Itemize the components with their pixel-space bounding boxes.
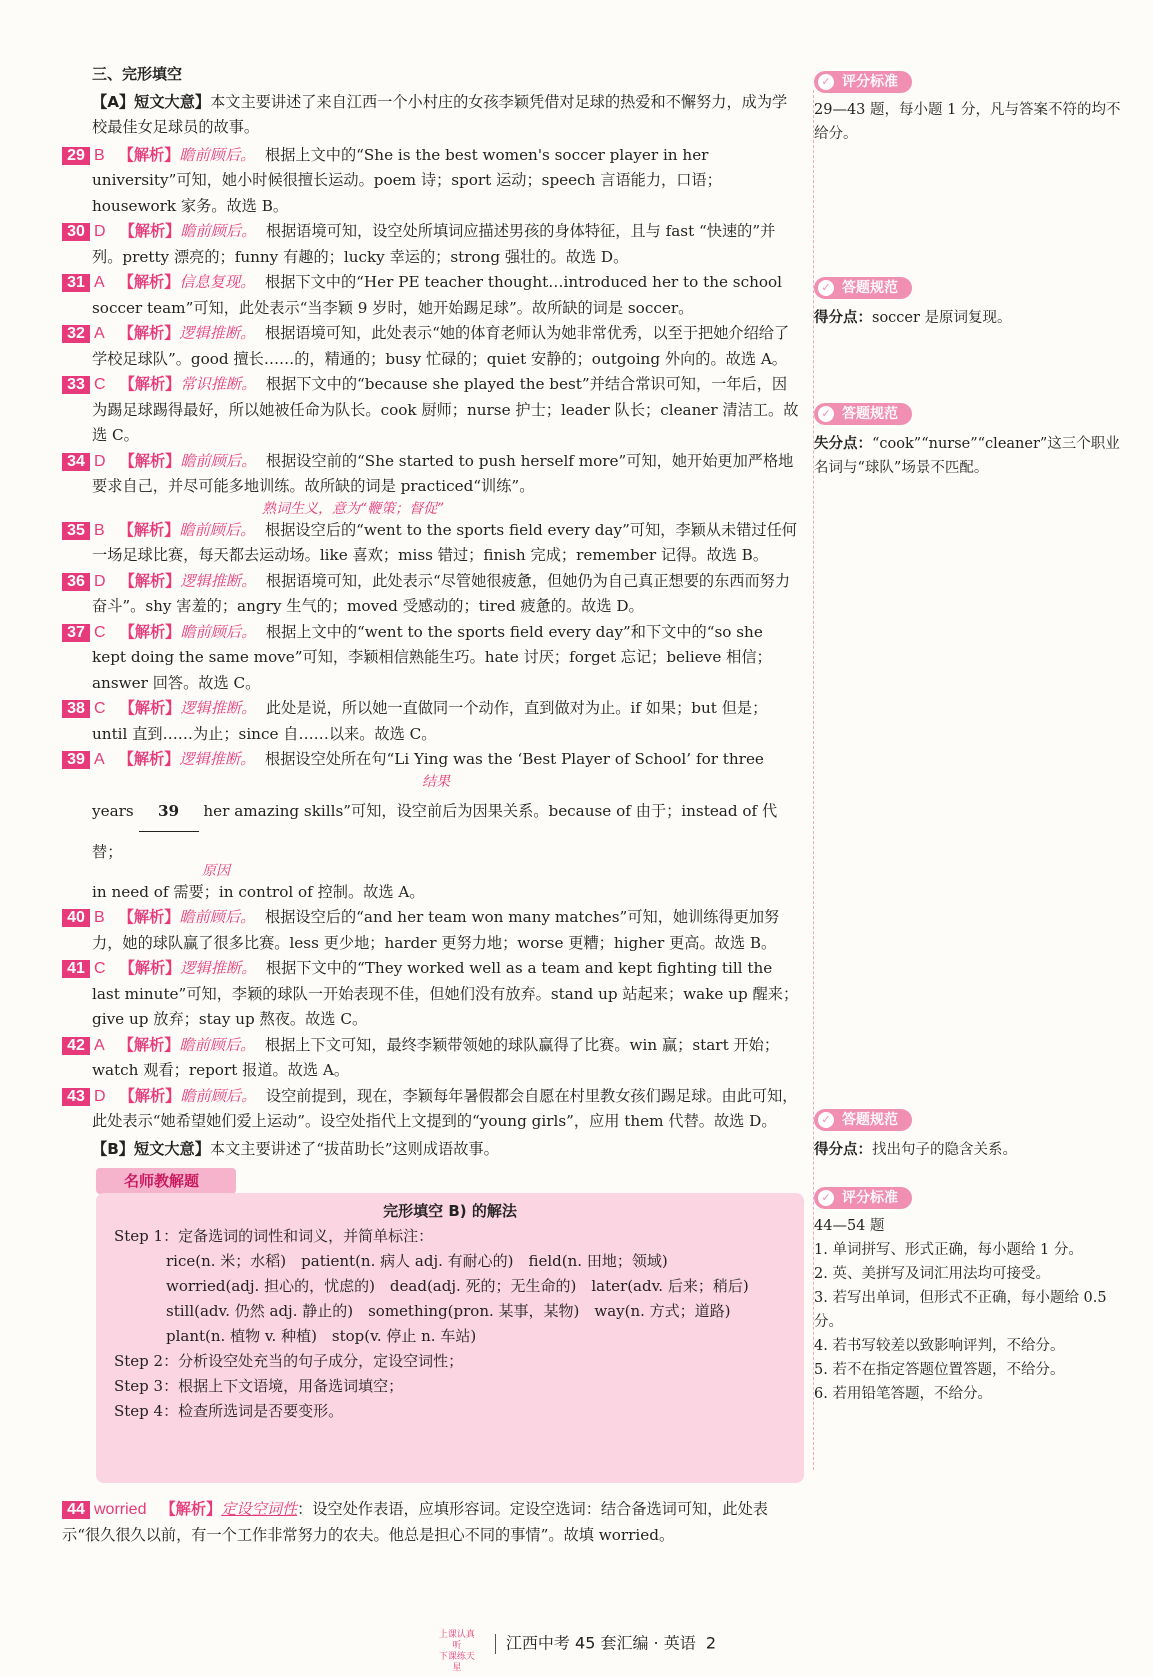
question-number: 30: [62, 223, 90, 241]
sidebar-label: 失分点：: [814, 436, 872, 452]
analysis-label: 【解析】: [118, 520, 180, 539]
rule-line: 5. 若不在指定答题位置答题，不给分。: [814, 1362, 1065, 1378]
method-tag: 定设空词性: [221, 1500, 298, 1518]
analysis-label: 【解析】: [160, 1500, 222, 1518]
answer-letter: C: [94, 700, 106, 717]
answer-letter: D: [94, 572, 106, 590]
annotation-cause: 原因: [202, 862, 230, 879]
question-number: 40: [62, 909, 90, 927]
analysis-text: 根据下文中的“Her PE teacher thought…introduced her to the school soccer team”可知，此处表示“当李颖 9 岁时，她开始踢足球”。故所缺的词是 soccer。: [92, 273, 783, 317]
pill-norm: [814, 403, 912, 425]
sidebar-text: “cook”“nurse”“cleaner”这三个职业名词与“球队”场景不匹配。: [814, 436, 1120, 476]
question-item-39: [67, 747, 800, 905]
word-line: worried(adj. 担心的，忧虑的) dead(adj. 死的；无生命的) later(adv. 后来；稍后): [166, 1277, 749, 1295]
question-number: 44: [62, 1501, 90, 1519]
answer-letter: A: [94, 751, 105, 768]
question-number: 34: [62, 453, 90, 471]
answer-letter: D: [94, 1087, 106, 1105]
analysis-label: 【解析】: [118, 324, 180, 342]
analysis-text: ：设空处作表语，应填形容词。定设空选词：结合备选词可知，此处表示“很久很久以前，有一个工作非常努力的农夫。他总是担心不同的事情”。故填 worried。: [62, 1500, 768, 1544]
sidebar-label: 得分点：: [814, 310, 872, 326]
question-item-36: [67, 569, 800, 620]
teacher-tab-label: 名师教解题: [124, 1172, 200, 1190]
rule-line: 3. 若写出单词，但形式不正确，每小题给 0.5 分。: [814, 1290, 1107, 1330]
answer-letter: B: [94, 146, 105, 164]
question-number: 43: [62, 1088, 90, 1106]
sidebar-text: soccer 是原词复现。: [872, 310, 1012, 326]
method-tag: 逻辑推断。: [180, 571, 257, 590]
sidebar-box-1: [814, 70, 1124, 146]
analysis-label: 【解析】: [118, 908, 180, 926]
analysis-label: 【解析】: [119, 222, 181, 240]
question-list-2: [67, 905, 800, 1135]
pill-scoring: [814, 1187, 912, 1209]
step-3: Step 3：根据上下文语境，用备选词填空；: [114, 1377, 404, 1395]
footer-divider: [495, 1634, 496, 1654]
step-2: Step 2：分析设空处充当的句子成分，定设空词性；: [114, 1352, 464, 1370]
method-tag: 逻辑推断。: [179, 324, 256, 342]
analysis-text: 根据下文中的“because she played the best”并结合常识可知，一年后，因为踢足球踢得最好，所以她被任命为队长。cook 厨师；nurse 护士；leader 队长；cleaner 清洁工。故选 C。: [92, 375, 799, 444]
question-number: 35: [62, 522, 90, 540]
answer-letter: D: [94, 223, 106, 240]
check-icon: ✓: [818, 406, 834, 422]
step-4: Step 4：检查所选词是否要变形。: [114, 1402, 344, 1420]
rule-line: 2. 英、美拼写及词汇用法均可接受。: [814, 1266, 1050, 1282]
method-tag: 瞻前顾后。: [180, 222, 257, 240]
part-b-summary: [92, 1137, 800, 1163]
pill-label: 答题规范: [842, 280, 898, 296]
question-item-35: [67, 518, 800, 569]
sidebar-box-4: [814, 1108, 1124, 1162]
pill-scoring: [814, 71, 912, 93]
answer-letter: D: [94, 452, 106, 470]
question-number: 36: [62, 573, 90, 591]
analysis-text: 根据语境可知，此处表示“尽管她很疲惫，但她仍为自己真正想要的东西而努力奋斗”。shy 害羞的；angry 生气的；moved 受感动的；tired 疲惫的。故选 D。: [92, 571, 791, 615]
analysis-text: 根据设空后的“went to the sports field every day”可知，李颖从未错过任何一场足球比赛，每天都去运动场。like 喜欢；miss 错过；finish 完成；remember 记得。故选 B。: [92, 520, 797, 564]
answer-letter: B: [94, 521, 105, 539]
question-number: 29: [62, 147, 90, 165]
question-item-41: [67, 956, 800, 1033]
main-column: [67, 62, 800, 1164]
method-tag: 瞻前顾后。: [180, 1086, 257, 1105]
part-b-text: 本文主要讲述了“拔苗助长”这则成语故事。: [209, 1139, 499, 1158]
question-item-31: [67, 270, 800, 321]
sidebar-text: 29—43 题，每小题 1 分，凡与答案不符的均不给分。: [814, 102, 1121, 142]
rule-line: 1. 单词拼写、形式正确，每小题给 1 分。: [814, 1242, 1083, 1258]
sidebar-box-2: [814, 276, 1124, 330]
question-item-32: [67, 321, 800, 372]
check-icon: ✓: [818, 1112, 834, 1128]
pill-norm: [814, 1109, 912, 1131]
logo-text-bottom: 下课练天星: [438, 1652, 475, 1673]
answer-letter: C: [94, 960, 106, 977]
analysis-text-2: her amazing skills”可知，设空前后为因果关系。because of 由于；instead of 代替；: [92, 801, 778, 861]
analysis-label: 【解析】: [119, 571, 181, 590]
analysis-label: 【解析】: [118, 750, 180, 768]
question-number: 39: [62, 751, 90, 769]
question-item-43: [67, 1084, 800, 1135]
question-number: 41: [62, 960, 90, 978]
analysis-text: 根据上文中的“went to the sports field every day”和下文中的“so she kept doing the same move”可知，李颖相信熟能生巧。hate 讨厌；forget 忘记；believe 相信；answer 回答。故选 C。: [92, 622, 772, 692]
analysis-text: 根据下文中的“They worked well as a team and kept fighting till the last minute”可知，李颖的球队一开始表现不佳，但她们没有放弃。stand up 站起来；wake up 醒来；give up 放弃；stay up 熬夜。故选 C。: [92, 959, 799, 1028]
sidebar-head: 44—54 题: [814, 1218, 885, 1234]
question-number: 31: [62, 274, 90, 292]
analysis-text: 根据设空处所在句“Li Ying was the ‘Best Player of School’ for three: [265, 750, 764, 768]
word-line: still(adv. 仍然 adj. 静止的) something(pron. 某事，某物) way(n. 方式；道路): [166, 1302, 731, 1320]
section-title: 三、完形填空: [92, 65, 183, 83]
annotation-result: 结果: [422, 773, 450, 790]
pill-label: 答题规范: [842, 406, 898, 422]
part-b-label: 【B】短文大意】: [92, 1139, 210, 1158]
analysis-text: 根据设空前的“She started to push herself more”可知，她开始更加严格地要求自己，并尽可能多地训练。故所缺的词是 practiced“训练”。: [92, 451, 794, 495]
footer-title: 江西中考 45 套汇编 · 英语: [505, 1633, 696, 1653]
page-footer: [0, 1630, 1153, 1673]
analysis-label: 【解析】: [118, 1035, 180, 1054]
analysis-label: 【解析】: [119, 699, 181, 717]
method-tag: 瞻前顾后。: [179, 908, 256, 926]
question-item-29: [67, 143, 800, 220]
teacher-tab: [96, 1168, 236, 1194]
analysis-text: 根据语境可知，设空处所填词应描述男孩的身体特征，且与 fast “快速的”并列。pretty 漂亮的；funny 有趣的；lucky 幸运的；strong 强壮的。故选 D。: [92, 222, 776, 266]
question-number: 33: [62, 376, 90, 394]
part-a-label: 【A】短文大意】: [92, 92, 211, 111]
rule-line: 4. 若书写较差以致影响评判，不给分。: [814, 1338, 1065, 1354]
analysis-text: 根据上下文可知，最终李颖带领她的球队赢得了比赛。win 赢；start 开始；watch 观看；report 报道。故选 A。: [92, 1035, 780, 1079]
question-number: 38: [62, 700, 90, 718]
pill-norm: [814, 277, 912, 299]
method-tag: 瞻前顾后。: [180, 451, 257, 470]
question-number: 37: [62, 624, 90, 642]
method-tag: 逻辑推断。: [180, 699, 257, 717]
answer-letter: A: [94, 325, 105, 342]
analysis-text: 根据设空后的“and her team won many matches”可知，她训练得更加努力，她的球队赢了很多比赛。less 更少地；harder 更努力地；worse 更糟；higher 更高。故选 B。: [92, 908, 780, 952]
pill-label: 评分标准: [842, 74, 898, 90]
analysis-label: 【解析】: [119, 622, 181, 641]
pill-label: 答题规范: [842, 1112, 898, 1128]
annotation: 熟词生义，意为“鞭策；督促”: [262, 500, 445, 517]
sidebar-text: 找出句子的隐含关系。: [872, 1142, 1017, 1158]
check-icon: ✓: [818, 74, 834, 90]
question-list: [67, 143, 800, 748]
sidebar-label: 得分点：: [814, 1142, 872, 1158]
step-1: Step 1：定备选词的词性和词义，并简单标注：: [114, 1227, 434, 1245]
question-item-44: [62, 1497, 802, 1548]
page-number: 2: [705, 1633, 717, 1653]
analysis-label: 【解析】: [119, 375, 181, 393]
question-item-34: [67, 449, 800, 518]
part-a-text: 本文主要讲述了来自江西一个小村庄的女孩李颖凭借对足球的热爱和不懈努力，成为学校最佳女足球员的故事。: [92, 92, 788, 136]
answer-letter: A: [94, 274, 105, 291]
text-years: years: [92, 801, 134, 820]
analysis-text: 根据语境可知，此处表示“她的体育老师认为她非常优秀，以至于把她介绍给了学校足球队”。good 擅长……的，精通的；busy 忙碌的；quiet 安静的；outgoing 外向的。故选 A。: [92, 324, 790, 368]
analysis-label: 【解析】: [119, 451, 181, 470]
answer-letter: A: [94, 1036, 105, 1054]
question-item-37: [67, 620, 800, 697]
question-item-33: [67, 372, 800, 449]
analysis-text: 此处是说，所以她一直做同一个动作，直到做对为止。if 如果；but 但是；until 直到……为止；since 自……以来。故选 C。: [92, 699, 768, 743]
word-line: plant(n. 植物 v. 种植) stop(v. 停止 n. 车站): [166, 1327, 477, 1345]
pill-label: 评分标准: [842, 1190, 898, 1206]
answer-word: worried: [94, 1501, 147, 1518]
question-number: 32: [62, 325, 90, 343]
answer-letter: C: [94, 623, 106, 641]
rule-line: 6. 若用铅笔答题，不给分。: [814, 1386, 992, 1402]
method-tag: 信息复现。: [179, 273, 256, 291]
analysis-label: 【解析】: [118, 145, 180, 164]
method-tag: 逻辑推断。: [180, 959, 257, 977]
teacher-box: [96, 1193, 804, 1483]
analysis-text: 设空前提到，现在，李颖每年暑假都会自愿在村里教女孩们踢足球。由此可知，此处表示“她希望她们爱上运动”。设空处指代上文提到的“young girls”，应用 them 代替。故选 D。: [92, 1086, 798, 1130]
logo: [437, 1630, 477, 1673]
sidebar-box-5: [814, 1186, 1124, 1406]
method-tag: 瞻前顾后。: [180, 622, 257, 641]
analysis-label: 【解析】: [119, 1086, 181, 1105]
method-tag: 逻辑推断。: [179, 750, 256, 768]
question-item-30: [67, 219, 800, 270]
check-icon: ✓: [818, 1190, 834, 1206]
question-item-42: [67, 1033, 800, 1084]
analysis-label: 【解析】: [119, 959, 181, 977]
blank-39: 39: [139, 791, 199, 832]
answer-letter: B: [94, 909, 105, 926]
analysis-text: 根据上文中的“She is the best women's soccer player in her university”可知，她小时候很擅长运动。poem 诗；sport 运动；speech 言语能力，口语；housework 家务。故选 B。: [92, 145, 722, 215]
word-line: rice(n. 米；水稻) patient(n. 病人 adj. 有耐心的) field(n. 田地；领域): [166, 1252, 668, 1270]
question-number: 42: [62, 1037, 90, 1055]
method-tag: 瞻前顾后。: [179, 1035, 256, 1054]
analysis-text-3: in need of 需要；in control of 控制。故选 A。: [92, 882, 425, 901]
method-tag: 瞻前顾后。: [179, 520, 256, 539]
method-tag: 瞻前顾后。: [179, 145, 256, 164]
answer-letter: C: [94, 376, 106, 393]
part-a-summary: [92, 90, 800, 141]
check-icon: ✓: [818, 280, 834, 296]
sidebar-box-3: [814, 402, 1124, 480]
question-item-40: [67, 905, 800, 956]
logo-text-top: 上课认真听: [438, 1630, 475, 1651]
teacher-title: 完形填空 B) 的解法: [383, 1202, 517, 1220]
question-item-38: [67, 696, 800, 747]
analysis-label: 【解析】: [118, 273, 180, 291]
method-tag: 常识推断。: [180, 375, 257, 393]
